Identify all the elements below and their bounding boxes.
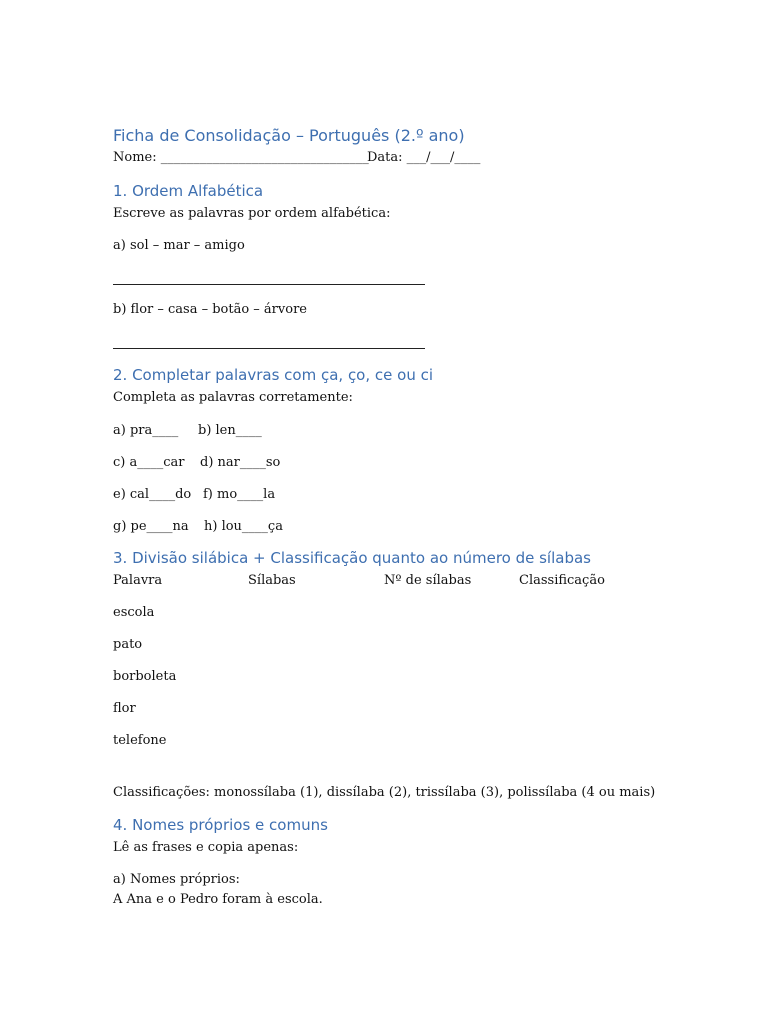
worksheet-title: Ficha de Consolidação – Português (2.º ano) [113,126,465,145]
answer-line [113,284,425,285]
name-field: Nome: ________________________________ [113,150,369,165]
section1-item-a: a) sol – mar – amigo [113,238,245,253]
classification-note: Classificações: monossílaba (1), dissílaba (2), trissílaba (3), polissílaba (4 ou mais) [113,785,656,800]
section1-item-b: b) flor – casa – botão – árvore [113,302,307,317]
table-row-word: borboleta [113,669,177,684]
fill-word-c: c) a____car [113,455,185,470]
table-row-word: escola [113,605,155,620]
table-row-word: flor [113,701,136,716]
answer-line [113,348,425,349]
section1-instruction: Escreve as palavras por ordem alfabética: [113,206,391,221]
column-header-palavra: Palavra [113,573,163,588]
fill-word-d: d) nar____so [200,455,281,470]
section4-item-label: a) Nomes próprios: [113,872,240,887]
section2-instruction: Completa as palavras corretamente: [113,390,353,405]
section4-item-sentence: A Ana e o Pedro foram à escola. [113,892,323,907]
fill-word-f: f) mo____la [203,487,276,502]
column-header-num-silabas: Nº de sílabas [384,573,472,588]
table-row-word: pato [113,637,143,652]
section2-heading: 2. Completar palavras com ça, ço, ce ou ci [113,366,434,384]
fill-word-h: h) lou____ça [204,519,283,534]
section4-heading: 4. Nomes próprios e comuns [113,816,328,834]
column-header-silabas: Sílabas [248,573,296,588]
section1-heading: 1. Ordem Alfabética [113,182,264,200]
fill-word-g: g) pe____na [113,519,189,534]
section4-instruction: Lê as frases e copia apenas: [113,840,299,855]
table-row-word: telefone [113,733,167,748]
fill-word-a: a) pra____ [113,423,179,438]
fill-word-e: e) cal____do [113,487,192,502]
date-field: Data: ___/___/____ [367,150,481,165]
column-header-classificacao: Classificação [519,573,605,588]
fill-word-b: b) len____ [198,423,262,438]
section3-heading: 3. Divisão silábica + Classificação quanto ao número de sílabas [113,549,591,567]
